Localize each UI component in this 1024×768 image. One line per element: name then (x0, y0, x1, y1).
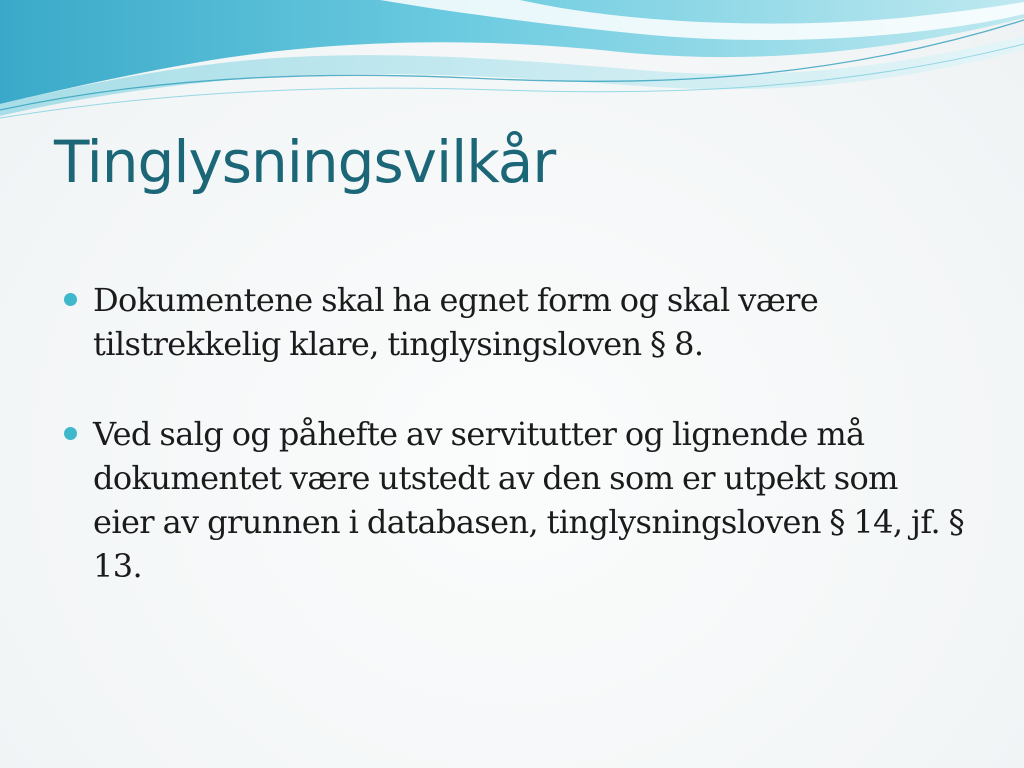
bullet-text: Dokumentene skal ha egnet form og skal være tilstrekkelig klare, tinglysingsloven § 8. (93, 281, 819, 363)
bullet-dot-icon (64, 427, 77, 440)
slide-title: Tinglysningsvilkår (54, 128, 556, 196)
bullet-dot-icon (64, 293, 77, 306)
bullet-list (64, 278, 964, 588)
bullet-text: Ved salg og påhefte av servitutter og lignende må dokumentet være utstedt av den som er utpekt som eier av grunnen i databasen, tinglysningsloven § 14, jf. § 13. (93, 415, 964, 585)
bullet-item (64, 412, 964, 588)
header-wave-decoration (0, 0, 1024, 130)
bullet-item (64, 278, 964, 366)
